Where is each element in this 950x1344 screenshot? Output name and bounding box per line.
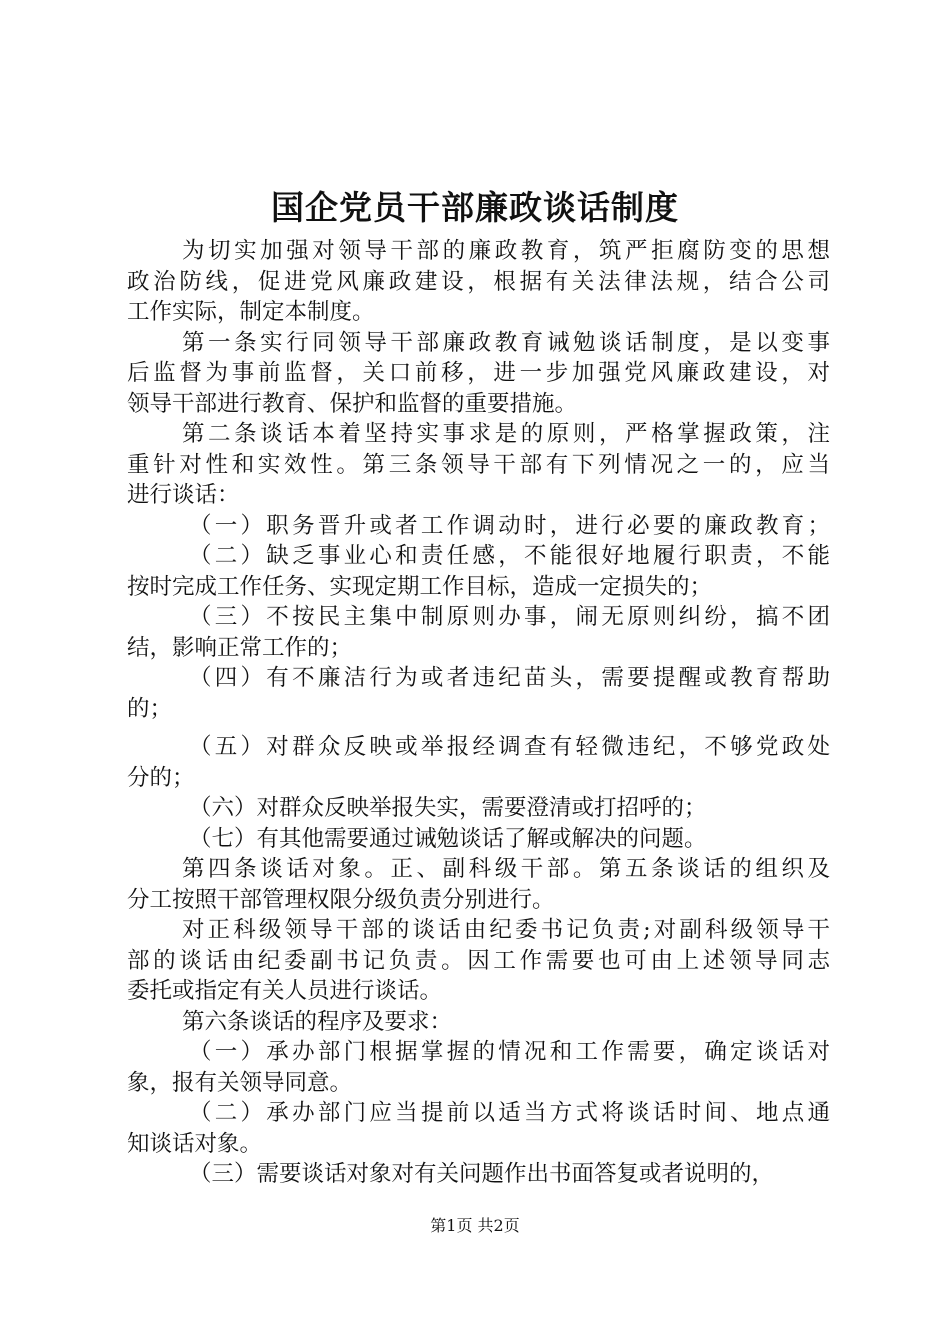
page-number-footer: 第1页 共2页 <box>430 1216 520 1235</box>
paragraph-line: 的； <box>127 695 173 722</box>
paragraph-line: 第四条谈话对象。正、副科级干部。第五条谈话的组织及 <box>182 856 830 882</box>
paragraph-line: 进行谈话： <box>127 482 240 508</box>
paragraph-line: （三）不按民主集中制原则办事，闹无原则纠纷，搞不团 <box>189 604 830 630</box>
paragraph-line: （三）需要谈话对象对有关问题作出书面答复或者说明的， <box>189 1161 775 1187</box>
paragraph-line: （二）承办部门应当提前以适当方式将谈话时间、地点通 <box>189 1100 830 1126</box>
paragraph-line: （四）有不廉洁行为或者违纪苗头，需要提醒或教育帮助 <box>189 665 830 691</box>
paragraph-line: 按时完成工作任务、实现定期工作目标，造成一定损失的； <box>127 573 713 600</box>
paragraph-line: 重针对性和实效性。第三条领导干部有下列情况之一的，应当 <box>127 451 830 478</box>
paragraph-line: 第一条实行同领导干部廉政教育诫勉谈话制度，是以变事 <box>182 329 830 356</box>
paragraph-line: 分工按照干部管理权限分级负责分别进行。 <box>127 886 555 913</box>
paragraph-line: 领导干部进行教育、保护和监督的重要措施。 <box>127 390 578 417</box>
paragraph-line: （一）承办部门根据掌握的情况和工作需要，确定谈话对 <box>189 1039 830 1065</box>
paragraph-line: 知谈话对象。 <box>127 1130 263 1157</box>
paragraph-line: 对正科级领导干部的谈话由纪委书记负责;对副科级领导干 <box>182 917 830 943</box>
paragraph-line: 委托或指定有关人员进行谈话。 <box>127 978 443 1004</box>
paragraph-line: （一）职务晋升或者工作调动时，进行必要的廉政教育； <box>189 512 830 539</box>
document-body <box>127 236 830 1190</box>
paragraph-line: 第二条谈话本着坚持实事求是的原则，严格掌握政策，注 <box>182 421 830 447</box>
paragraph-line: 为切实加强对领导干部的廉政教育，筑严拒腐防变的思想 <box>182 238 830 264</box>
paragraph-line: 象，报有关领导同意。 <box>127 1069 353 1096</box>
paragraph-line: （五）对群众反映或举报经调查有轻微违纪，不够党政处 <box>189 734 830 760</box>
paragraph-line: （七）有其他需要通过诫勉谈话了解或解决的问题。 <box>189 825 707 852</box>
paragraph-line: 政治防线，促进党风廉政建设，根据有关法律法规，结合公司 <box>127 268 830 295</box>
paragraph-line: 分的； <box>127 764 195 791</box>
paragraph-line: 后监督为事前监督，关口前移，进一步加强党风廉政建设，对 <box>127 360 830 386</box>
document-title: 国企党员干部廉政谈话制度 <box>271 188 679 227</box>
paragraph-line: （二）缺乏事业心和责任感，不能很好地履行职责，不能 <box>189 543 830 569</box>
paragraph-line: 结，影响正常工作的； <box>127 634 353 661</box>
paragraph-line: （六）对群众反映举报失实，需要澄清或打招呼的； <box>189 795 707 821</box>
paragraph-line: 第六条谈话的程序及要求： <box>182 1008 453 1035</box>
paragraph-line: 部的谈话由纪委副书记负责。因工作需要也可由上述领导同志 <box>127 947 830 974</box>
paragraph-line: 工作实际，制定本制度。 <box>127 299 375 325</box>
